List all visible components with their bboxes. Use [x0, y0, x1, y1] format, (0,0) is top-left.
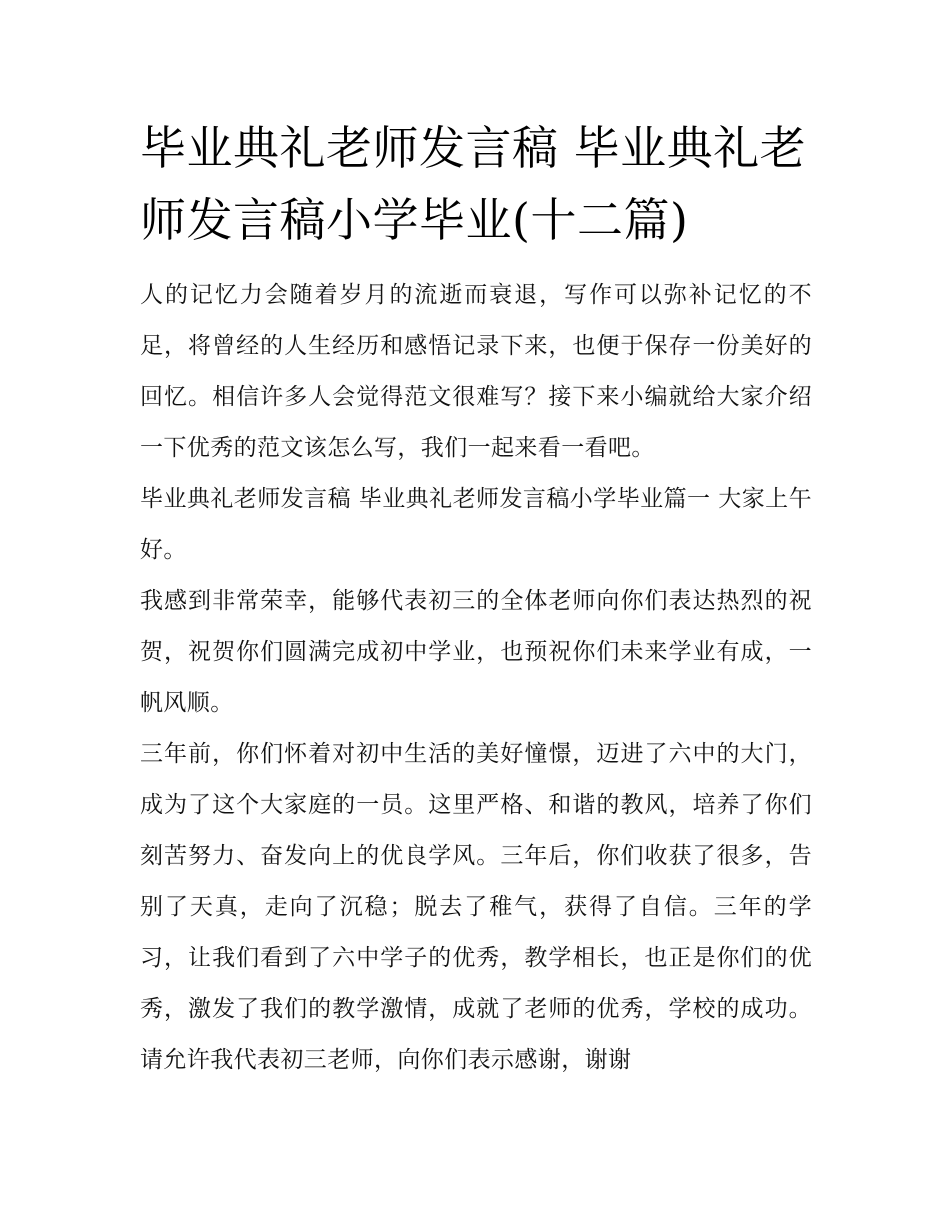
document-page	[140, 112, 812, 1086]
paragraph-intro: 人的记忆力会随着岁月的流逝而衰退，写作可以弥补记忆的不足，将曾经的人生经历和感悟记录下来，也便于保存一份美好的回忆。相信许多人会觉得范文很难写？接下来小编就给大家介绍一下优秀的范文该怎么写，我们一起来看一看吧。	[140, 282, 812, 461]
document-title: 毕业典礼老师发言稿 毕业典礼老师发言稿小学毕业(十二篇)	[140, 121, 807, 247]
paragraph-greeting: 毕业典礼老师发言稿 毕业典礼老师发言稿小学毕业篇一 大家上午好。	[140, 486, 812, 563]
paragraph-three-years: 三年前，你们怀着对初中生活的美好憧憬，迈进了六中的大门，成为了这个大家庭的一员。这里严格、和谐的教风，培养了你们刻苦努力、奋发向上的优良学风。三年后，你们收获了很多，告别了天真，走向了沉稳；脱去了稚气，获得了自信。三年的学习，让我们看到了六中学子的优秀，教学相长，也正是你们的优秀，激发了我们的教学激情，成就了老师的优秀，学校的成功。请允许我代表初三老师，向你们表示感谢，谢谢	[140, 741, 812, 1073]
paragraph-congratulations: 我感到非常荣幸，能够代表初三的全体老师向你们表达热烈的祝贺，祝贺你们圆满完成初中学业，也预祝你们未来学业有成，一帆风顺。	[140, 588, 812, 716]
